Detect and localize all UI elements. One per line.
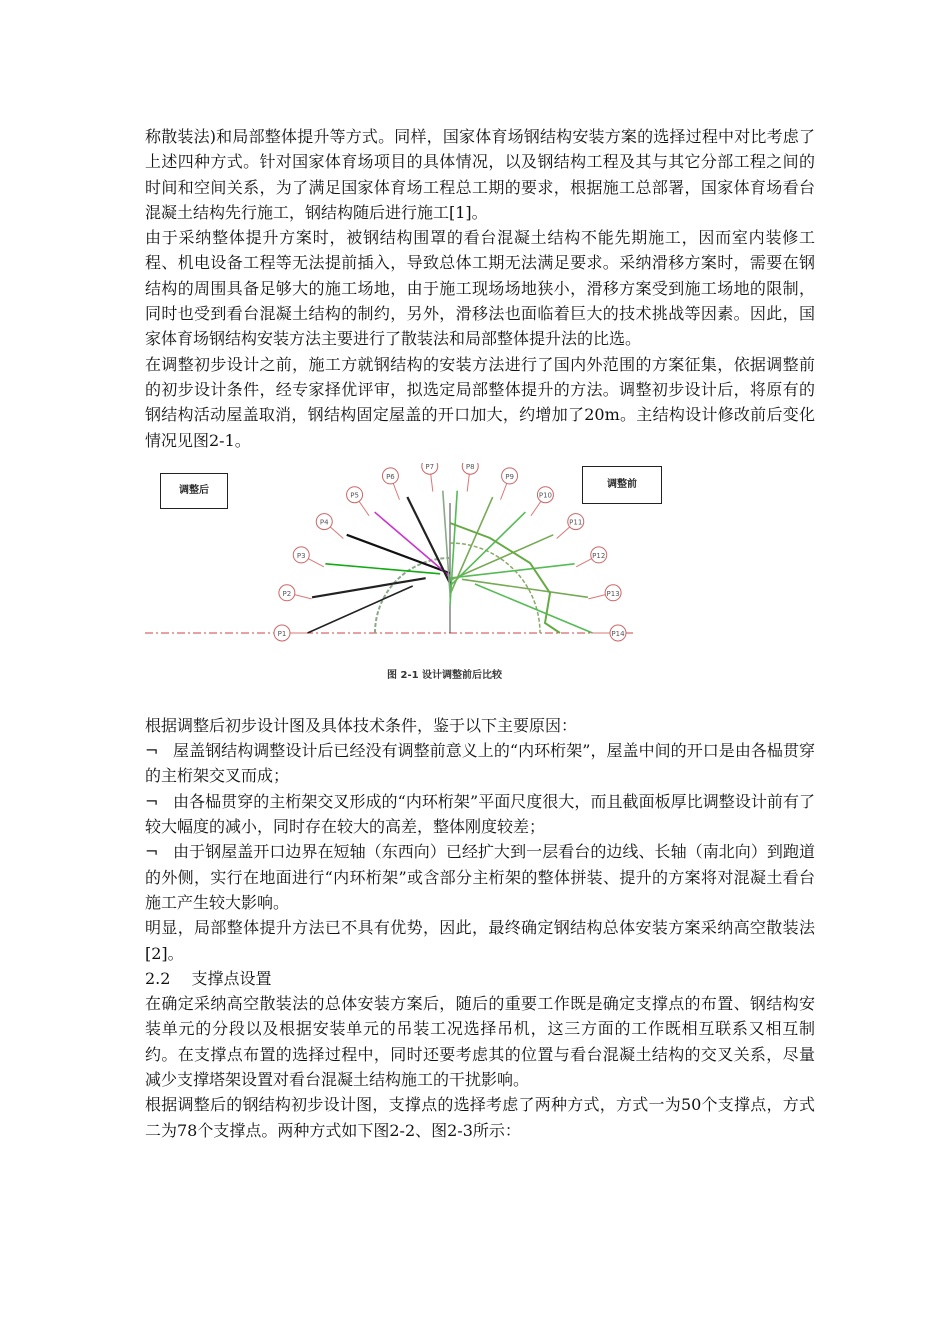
point-label: P12 [592, 551, 606, 560]
point-label: P13 [606, 589, 620, 598]
point-label: P9 [505, 472, 514, 481]
truss-member-right [475, 584, 593, 633]
point-label: P6 [386, 472, 395, 481]
paragraph: 在确定采纳高空散装法的总体安装方案后，随后的重要工作既是确定支撑点的布置、钢结构安装单元的分段以及根据安装单元的吊装工况选择吊机，这三方面的工作既相互联系又相互制约。在支撑点布置的选择过程中，同时还要考虑其的位置与看台混凝土结构的交叉关系，尽量减少支撑塔架设置对看台混凝土结构施工的干扰影响。 [145, 994, 815, 1090]
point-label: P2 [282, 589, 292, 598]
truss-member-left [325, 564, 440, 574]
bullet-item: ¬ 由于钢屋盖开口边界在短轴（东西向）已经扩大到一层看台的边线、长轴（南北向）到跑道的外侧，实行在地面进行“内环桁架”或含部分主桁架的整体拼装、提升的方案将对混凝土看台施工产生较大影响。 [145, 839, 815, 915]
point-label: P10 [538, 491, 553, 500]
bullet-item: ¬ 屋盖钢结构调整设计后已经没有调整前意义上的“内环桁架”，屋盖中间的开口是由各榀贯穿的主桁架交叉而成； [145, 738, 815, 789]
point-label: P11 [569, 518, 583, 527]
paragraph: 在调整初步设计之前，施工方就钢结构的安装方法进行了国内外范围的方案征集，依据调整前的初步设计条件，经专家择优评审，拟选定局部整体提升的方法。调整初步设计后，将原有的钢结构活动屋盖取消，钢结构固定屋盖的开口加大，约增加了20m。主结构设计修改前后变化情况见图2-1。 [145, 354, 815, 450]
bullet-mark: ¬ [145, 842, 159, 862]
point-label: P3 [296, 551, 306, 560]
point-label: P8 [465, 463, 475, 472]
document-page [145, 124, 815, 1143]
truss-comparison-diagram [145, 463, 805, 683]
point-label: P4 [319, 518, 329, 527]
point-label: P1 [277, 629, 287, 638]
point-label: P5 [350, 491, 359, 500]
paragraph: 根据调整后的钢结构初步设计图，支撑点的选择考虑了两种方式，方式一为50个支撑点，方式二为78个支撑点。两种方式如下图2-2、图2-3所示： [145, 1095, 815, 1140]
paragraph-intro: 根据调整后初步设计图及具体技术条件，鉴于以下主要原因： [145, 715, 578, 735]
bullet-mark: ¬ [145, 791, 159, 811]
truss-member-right [450, 512, 525, 586]
bullet-mark: ¬ [145, 741, 159, 761]
paragraph: 称散装法)和局部整体提升等方式。同样，国家体育场钢结构安装方案的选择过程中对比考虑了上述四种方式。针对国家体育场项目的具体情况，以及钢结构工程及其与其它分部工程之间的时间和空间关系，为了满足国家体育场工程总工期的要求，根据施工总部署，国家体育场看台混凝土结构先行施工，钢结构随后进行施工[1]。 [145, 127, 815, 222]
figure-caption: 图 2-1 设计调整前后比较 [387, 669, 503, 681]
truss-member-left [308, 586, 413, 633]
point-label: P14 [611, 629, 625, 638]
truss-member-right [450, 491, 457, 606]
truss-member-right [450, 564, 575, 578]
paragraph-conclusion: 明显，局部整体提升方法已不具有优势，因此，最终确定钢结构总体安装方案采纳高空散装法[2]。 [145, 918, 815, 963]
point-label: P7 [425, 463, 435, 472]
section-heading: 2.2 支撑点设置 [145, 968, 272, 988]
label-after-adjustment: 调整后 [160, 473, 228, 509]
bullet-item: ¬ 由各榀贯穿的主桁架交叉形成的“内环桁架”平面尺度很大，而且截面板厚比调整设计前有了较大幅度的减小，同时存在较大的高差，整体刚度较差； [145, 789, 815, 840]
label-before-adjustment: 调整前 [582, 466, 662, 504]
figure-2-1 [145, 463, 805, 713]
paragraph: 由于采纳整体提升方案时，被钢结构围罩的看台混凝土结构不能先期施工，因而室内装修工程、机电设备工程等无法提前插入，导致总体工期无法满足要求。采纳滑移方案时，需要在钢结构的周围具备足够大的施工场地，由于施工现场场地狭小，滑移方案受到施工场地的限制，同时也受到看台混凝土结构的制约，另外，滑移法也面临着巨大的技术挑战等因素。因此，国家体育场钢结构安装方法主要进行了散装法和局部整体提升法的比选。 [145, 228, 815, 349]
truss-member-left [375, 512, 450, 576]
